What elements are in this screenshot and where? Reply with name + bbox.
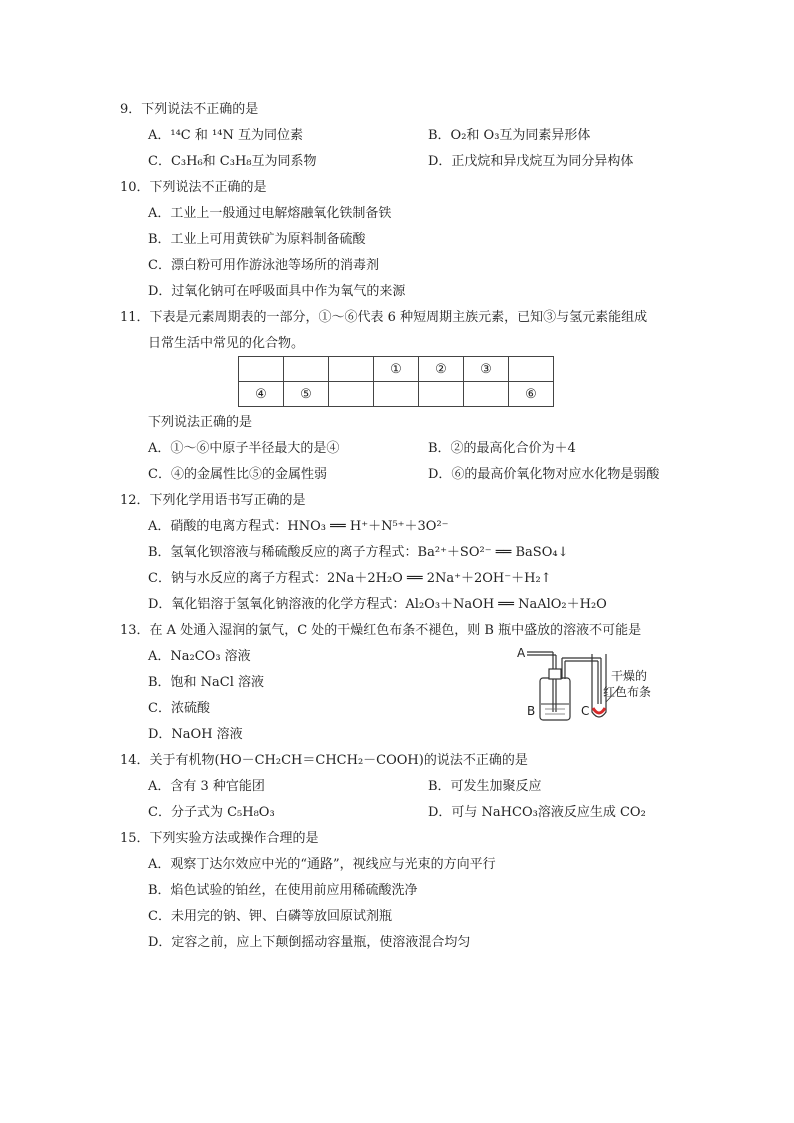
q9-option-d: D．正戊烷和异戊烷互为同分异构体 [428,154,634,169]
label-a: A [517,646,526,660]
periodic-table-fragment [238,356,554,407]
q13-option-a: A．Na₂CO₃ 溶液 [148,649,251,664]
q15-option-b: B．焰色试验的铂丝，在使用前应用稀硫酸洗净 [148,883,418,898]
q10-option-d: D．过氧化钠可在呼吸面具中作为氧气的来源 [148,284,406,299]
table-cell [464,382,509,407]
q15-stem: 15．下列实验方法或操作合理的是 [120,831,319,846]
q12-option-d: D．氧化铝溶于氢氧化钠溶液的化学方程式：Al₂O₃＋NaOH ══ NaAlO₂＋H₂O [148,597,607,612]
q15-option-a: A．观察丁达尔效应中光的“通路”，视线应与光束的方向平行 [148,857,496,872]
q12-option-a: A．硝酸的电离方程式：HNO₃ ══ H⁺＋N⁵⁺＋3O²⁻ [148,519,449,534]
q14-stem: 14．关于有机物(HO－CH₂CH＝CHCH₂－COOH)的说法不正确的是 [120,753,528,768]
q11-option-d: D．⑥的最高价氧化物对应水化物是弱酸 [428,467,660,482]
q9-option-b: B．O₂和 O₃互为同素异形体 [428,128,591,143]
q14-option-c: C．分子式为 C₅H₈O₃ [148,805,275,820]
q14-option-a: A．含有 3 种官能团 [148,779,265,794]
q14-option-b: B．可发生加聚反应 [428,779,542,794]
table-cell: ② [419,357,464,382]
q12-option-b: B．氢氧化钡溶液与稀硫酸反应的离子方程式：Ba²⁺＋SO²⁻ ══ BaSO₄↓ [148,545,569,560]
label-c: C [581,704,590,718]
q10-option-c: C．漂白粉可用作游泳池等场所的消毒剂 [148,258,379,273]
q11-prompt: 下列说法正确的是 [148,415,253,430]
q11-option-b: B．②的最高化合价为＋4 [428,441,576,456]
table-cell [329,357,374,382]
table-row [239,357,554,382]
caption-line2: 红色布条 [603,685,652,699]
table-cell: ④ [239,382,284,407]
table-cell [509,357,554,382]
q15-option-d: D．定容之前，应上下颠倒摇动容量瓶，使溶液混合均匀 [148,935,471,950]
q13-option-d: D．NaOH 溶液 [148,727,243,742]
q9-option-a: A．¹⁴C 和 ¹⁴N 互为同位素 [148,128,303,143]
table-cell: ⑤ [284,382,329,407]
q13-stem: 13．在 A 处通入湿润的氯气，C 处的干燥红色布条不褪色，则 B 瓶中盛放的溶液不可能是 [120,623,642,638]
table-cell: ③ [464,357,509,382]
q11-stem-line2: 日常生活中常见的化合物。 [148,336,305,351]
q11-option-a: A．①～⑥中原子半径最大的是④ [148,441,340,456]
q9-stem: 9．下列说法不正确的是 [120,102,259,117]
red-cloth-strip [593,708,605,713]
label-b: B [527,704,536,718]
q10-option-a: A．工业上一般通过电解熔融氧化铁制备铁 [148,206,392,221]
q15-option-c: C．未用完的钠、钾、白磷等放回原试剂瓶 [148,909,392,924]
table-cell [284,357,329,382]
table-cell: ⑥ [509,382,554,407]
q13-option-c: C．浓硫酸 [148,701,210,716]
table-cell [329,382,374,407]
q11-stem-line1: 11．下表是元素周期表的一部分，①～⑥代表 6 种短周期主族元素，已知③与氢元素能组成 [120,310,648,325]
table-cell [239,357,284,382]
table-cell [374,382,419,407]
table-cell: ① [374,357,419,382]
bottle-stopper [549,669,561,679]
table-cell [419,382,464,407]
q9-option-c: C．C₃H₆和 C₃H₈互为同系物 [148,154,317,169]
q12-option-c: C．钠与水反应的离子方程式：2Na＋2H₂O ══ 2Na⁺＋2OH⁻＋H₂↑ [148,571,552,586]
q10-option-b: B．工业上可用黄铁矿为原料制备硫酸 [148,232,366,247]
q12-stem: 12．下列化学用语书写正确的是 [120,493,306,508]
table-row [239,382,554,407]
q10-stem: 10．下列说法不正确的是 [120,180,267,195]
q14-option-d: D．可与 NaHCO₃溶液反应生成 CO₂ [428,805,646,820]
q13-option-b: B．饱和 NaCl 溶液 [148,675,265,690]
gas-washing-apparatus-figure [515,642,675,724]
q11-option-c: C．④的金属性比⑤的金属性弱 [148,467,327,482]
caption-line1: 干燥的 [611,669,648,683]
